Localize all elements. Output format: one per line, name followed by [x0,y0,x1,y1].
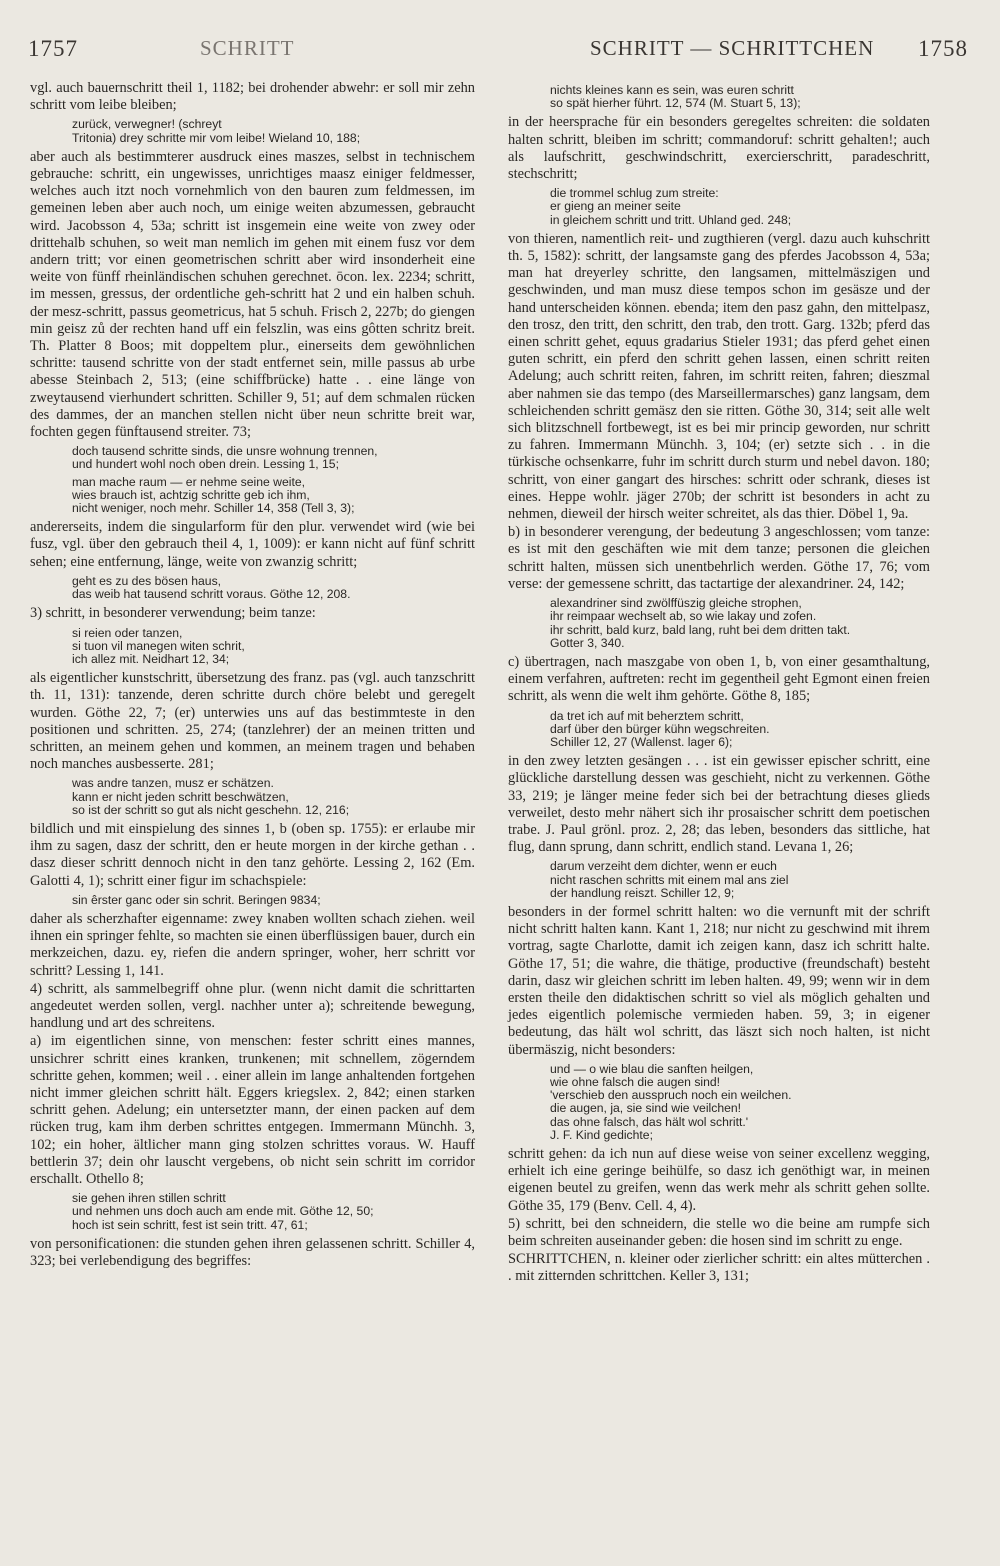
verse-quotation [550,860,930,900]
quote-line: si tuon vil manegen witen schrit, [72,638,245,653]
verse-quotation [550,710,930,750]
entry-paragraph: schritt gehen: da ich nun auf diese weise von seiner excellenz wegging, erhielt ich eine geringe beihülfe, so dasz ich genöthigt war, in meinen eigenen beutel zu greifen, wenn das werk mehr als schritt gehen sollte. Göthe 35, 179 (Benv. Cell. 4, 4). [508,1146,930,1214]
quote-line: nicht raschen schritts mit einem mal ans ziel [550,872,789,887]
verse-quotation [550,1063,930,1142]
quote-line: kann er nicht jeden schritt beschwätzen, [72,789,289,804]
quote-line: das weib hat tausend schritt voraus. Göthe 12, 208. [72,587,351,602]
quote-line: die trommel schlug zum streite: [550,186,719,201]
quote-line: Gotter 3, 340. [550,635,625,650]
verse-quotation [550,187,930,227]
quote-line: sie gehen ihren stillen schritt [72,1191,226,1206]
entry-paragraph: bildlich und mit einspielung des sinnes 1, b (oben sp. 1755): er erlaube mir ihm zu sagen, dasz der schritt, den er heute morgen in der kirche gethan . . dasz dieser schritt dennoch nicht in den tanz gehörte. Lessing 2, 162 (Em. Galotti 4, 1); schritt einer figur im schachspiele: [30,820,475,889]
entry-paragraph: 4) schritt, als sammelbegriff ohne plur. (wenn nicht damit die schrittarten angedeutet werden sollen, vergl. nachher unter a); schreitende bewegung, handlung und art des schreitens. [30,980,475,1032]
entry-paragraph: a) im eigentlichen sinne, von menschen: fester schritt eines mannes, unsichrer schritt eines kranken, trunkenen; mit schnellem, zögerndem schritte gehen, kommen; weil . . einer allein im lange anhaltenden fortgehen nicht immer gleichen schritt hält. Eggers kriegslex. 2, 842; einen starken schritt gehen. Adelung; ein untersetzter mann, der einen packen auf dem rücken trug, kam ihm derben schrittes entgegen. Immermann Münchh. 3, 102; ein hoher, ältlicher mann ging stolzen schrittes voraus. W. Hauff bettlerin 37; dein ohr lauscht vergebens, ob nicht sein schritt im corridor erschallt. Othello 8; [30,1033,475,1187]
entry-paragraph: vgl. auch bauernschritt theil 1, 1182; bei drohender abwehr: er soll mir zehn schritt vom leibe bleiben; [30,80,475,114]
quote-line: da tret ich auf mit beherztem schritt, [550,708,744,723]
quote-line: 'verschieb den ausspruch noch ein weilchen. [550,1088,792,1103]
verse-quotation [72,118,475,144]
verse-quotation [72,1192,475,1232]
entry-paragraph: in den zwey letzten gesängen . . . ist ein gewisser epischer schritt, eine glückliche darstellung dessen was geschieht, nicht zu verkennen. Göthe 33, 219; je länger meine feder sich bei der betrachtung dieses glieds verweilet, desto mehr nähert sich ihr prosaischer schritt dem poetischen trabe. J. Paul grönl. proz. 2, 28; das leben, besonders das sittliche, hat flug, dann sprung, dann schritt, endlich stand. Levana 1, 26; [508,753,930,856]
verse-quotation [72,627,475,667]
quote-line: wies brauch ist, achtzig schritte geb ich ihm, [72,487,310,502]
entry-paragraph: c) übertragen, nach maszgabe von oben 1, b, von einer gesamthaltung, einem verfahren, auftreten: recht im gegentheil geht Egmont einen freien schritt, als wenn die welt ihm gehörte. Göthe 8, 185; [508,653,930,705]
quote-line: hoch ist sein schritt, fest ist sein tritt. 47, 61; [72,1217,308,1232]
quote-line: wie ohne falsch die augen sind! [550,1074,721,1089]
right-page-number: 1758 [918,36,968,61]
right-running-head: SCHRITT — SCHRITTCHEN [590,36,875,60]
quote-line: darum verzeiht dem dichter, wenn er euch [550,859,777,874]
quote-line: die augen, ja, sie sind wie veilchen! [550,1101,742,1116]
quote-line: alexandriner sind zwölffüszig gleiche strophen, [550,596,802,611]
quote-line: das ohne falsch, das hält wol schritt.' [550,1114,749,1129]
quote-line: zurück, verwegner! (schreyt [72,117,222,132]
entry-paragraph: 3) schritt, in besonderer verwendung; beim tanze: [30,605,316,622]
quote-line: man mache raum — er nehme seine weite, [72,474,306,489]
entry-paragraph: andererseits, indem die singularform für den plur. verwendet wird (wie bei fusz, vgl. über den gebrauch theil 4, 1, 1009): er kann nicht auf fünf schritt sehen; eine entfernung, länge, weite von zwanzig schritt; [30,519,475,570]
entry-paragraph: in der heersprache für ein besonders geregeltes schreiten: die soldaten halten schritt, bleiben im schritt; commandoruf: schritt gehalten!; auch als laufschritt, geschwindschritt, exercierschritt, paradeschritt, stechschritt; [508,114,930,183]
left-page-number: 1757 [28,36,78,61]
entry-paragraph: besonders in der formel schritt halten: wo die vernunft mit der schrift nicht schritt halten kann. Kant 1, 218; nur nicht zu geschwind mit ihrem vortrag, sagte Charlotte, damit ich zeigen kann, dasz ich schritt halte. Göthe 17, 51; die wahre, die thätige, productive (freundschaft) besteht darin, dasz wir gleichen schritt im leben halten. 49, 99; wenn wir in dem ersten theile den didaktischen schritt so viel als möglich gehalten und jedes eigentlich polemische vermieden haben. 59, 3; in eigener bedeutung, das hält wol schritt, das läszt sich noch halten, ist nicht übermäszig, nicht besonders: [508,903,930,1058]
left-running-head: SCHRITT [200,36,295,60]
entry-paragraph: als eigentlicher kunstschritt, übersetzung des franz. pas (vgl. auch tanzschritt th. 11, 131): tanzende, deren schritte durch chöre belebt und geregelt wurden. Göthe 22, 7; (er) unterwies uns auf das bestimmteste in den positionen und schritten. 25, 274; (tanzlehrer) der an meinen tritten und schritten, an meinem gehen und kommen, an meinem tragen und behaben noch manches ausbesserte. 281; [30,670,475,773]
quote-line: darf über den bürger kühn wegschreiten. [550,721,770,736]
verse-quotation [72,575,475,601]
quote-line: si reien oder tanzen, [72,625,183,640]
quote-line: doch tausend schritte sinds, die unsre wohnung trennen, [72,444,378,459]
verse-quotation [72,777,475,817]
page-header [0,36,1000,76]
quote-line: er gieng an meiner seite [550,199,681,214]
quote-line: der handlung reiszt. Schiller 12, 9; [550,885,735,900]
right-column [508,80,930,1287]
quote-line: so spät hierher führt. 12, 574 (M. Stuart 5, 13); [550,96,801,111]
verse-quotation [550,597,930,650]
quote-line: und nehmen uns doch auch am ende mit. Göthe 12, 50; [72,1204,374,1219]
verse-quotation [72,476,475,516]
quote-line: nichts kleines kann es sein, was euren schritt [550,83,794,97]
verse-quotation [72,445,475,471]
quote-line: nicht weniger, noch mehr. Schiller 14, 358 (Tell 3, 3); [72,501,355,516]
quote-line: und — o wie blau die sanften heilgen, [550,1061,754,1076]
quote-line: Tritonia) drey schritte mir vom leibe! Wieland 10, 188; [72,130,361,145]
entry-paragraph: aber auch als bestimmterer ausdruck eines maszes, selbst in technischem gebrauche: schritt, ein ungewisses, unrichtiges maasz einiger feldmesser, welches auch itzt noch vornehmlich von den bauren zum feldmessen, im gemeinen leben aber auch noch, um einige weiten abzumessen, gebraucht wird. Jacobsson 4, 53a; schritt ist insgemein eine weite von zwey oder drittehalb schuhen, so weit man nemlich im gehen mit einem fusz vor dem andern tritt; vor einen geometrischen schritt aber wird insonderheit eine weite von fünff rheinländischen schuhen gerechnet. ōcon. lex. 2234; schritt, im messen, gressus, der ordentliche geh-schritt hat 2 und ein halben schuh. der mesz-schritt, passus geometricus, hat 5 schuh. Frisch 2, 227b; do giengen min geisz zů der rechten hand uff ein felszlin, was eins gôtten schritz breit. Th. Platter 8 Boos; mit doppeltem plur., einerseits dem gewöhnlichen schritte: tausend schritte von der stadt entfernet sein, mille passus ab urbe abesse Steinbach 2, 513; (eine schiffbrücke) hatte . . eine länge von zweytausend vierhundert schritten. Schiller 9, 51; auf dem schmalen rücken des dammes, der an manchen stellen nicht über neun schritte breit war, fochten gegen fünftausend streiter. 73; [30,148,475,441]
quote-line: in gleichem schritt und tritt. Uhland ged. 248; [550,212,792,227]
quote-line: was andre tanzen, musz er schätzen. [72,776,274,791]
quote-line: sin êrster ganc oder sin schrit. Beringen 9834; [72,892,321,907]
entry-paragraph: b) in besonderer verengung, der bedeutung 3 angeschlossen; vom tanze: es ist mit den geschäften wie mit dem tanze; personen die gleichen schritt halten, müssen sich unentbehrlich werden. Göthe 17, 76; vom verse: der gemessene schritt, das tactartige der alexandriner. 24, 142; [508,524,930,592]
quote-line: geht es zu des bösen haus, [72,573,222,588]
quote-line: J. F. Kind gedichte; [550,1127,653,1142]
entry-paragraph: von thieren, namentlich reit- und zugthieren (vergl. dazu auch kuhschritt th. 5, 1582): schritt, der langsamste gang des pferdes Jacobsson 4, 53a; man hat dreyerley schritte, den langsamen, mittelmäszigen und geschwinden, und man musz diese tempos schon im gesäsze und der hand unterscheiden können. ebenda; item den pasz gahn, den mittelpasz, den trosz, den tritt, den schritt, den trab, den trott. Garg. 132b; pferd das einen schritt gehet, equus gradarius Stieler 1931; das pferd gehet einen guten schritt, ein pferd den schritt gehen lassen, einen schritt reiten Adelung; auch schritt reiten, fahren, im schritt reiten, fahren; dieszmal aber nahmen sie das tempo (des Marseillermarsches) ganz langsam, dem schleichenden schritt gemäsz den sie ritten. Göthe 30, 314; seit alle welt sich blitzschnell fortbewegt, ist es bei mir princip geworden, nur schritt zu fahren. Immermann Münchh. 3, 104; (er) setzte sich . . in die türkische ochsenkarre, fuhr im schritt durch sturm und nebel davon. 180; schritt, von einer gangart des hirsches: schritt oder schrank, dieses ist eines. Heppe wohlr. jäger 270b; der schritt ist besonders in acht zu nehmen, dieweil der hirsch weiter schreitet, als das thier. Döbel 1, 9a. [508,230,930,523]
entry-paragraph: 5) schritt, bei den schneidern, die stelle wo die beine am rumpfe sich beim schreiten auseinander geben: die hosen sind im schritt zu enge. [508,1215,930,1250]
verse-quotation [72,894,475,907]
quote-line: ihr schritt, bald kurz, bald lang, ruht bei dem dritten takt. [550,622,851,637]
verse-quotation [550,84,930,110]
entry-paragraph: von personificationen: die stunden gehen ihren gelassenen schritt. Schiller 4, 323; bei verlebendigung des begriffes: [30,1235,475,1270]
quote-line: Schiller 12, 27 (Wallenst. lager 6); [550,734,733,749]
entry-paragraph: daher als scherzhafter eigenname: zwey knaben wollten schach ziehen. weil ihnen ein springer fehlte, so machten sie einen überflüssigen bauer, durch ein merkzeichen, dazu. ey, riefen die andern springer, woher, herr schritt vor schritt? Lessing 1, 141. [30,910,475,979]
entry-paragraph: SCHRITTCHEN, n. kleiner oder zierlicher schritt: ein altes mütterchen . . mit zitternden schrittchen. Keller 3, 131; [508,1251,930,1285]
quote-line: ihr reimpaar wechselt ab, so wie lakay und zofen. [550,609,817,624]
quote-line: ich allez mit. Neidhart 12, 34; [72,651,230,666]
quote-line: und hundert wohl noch oben drein. Lessing 1, 15; [72,457,339,472]
quote-line: so ist der schritt so gut als nicht geschehn. 12, 216; [72,802,350,817]
left-column [30,80,475,1271]
